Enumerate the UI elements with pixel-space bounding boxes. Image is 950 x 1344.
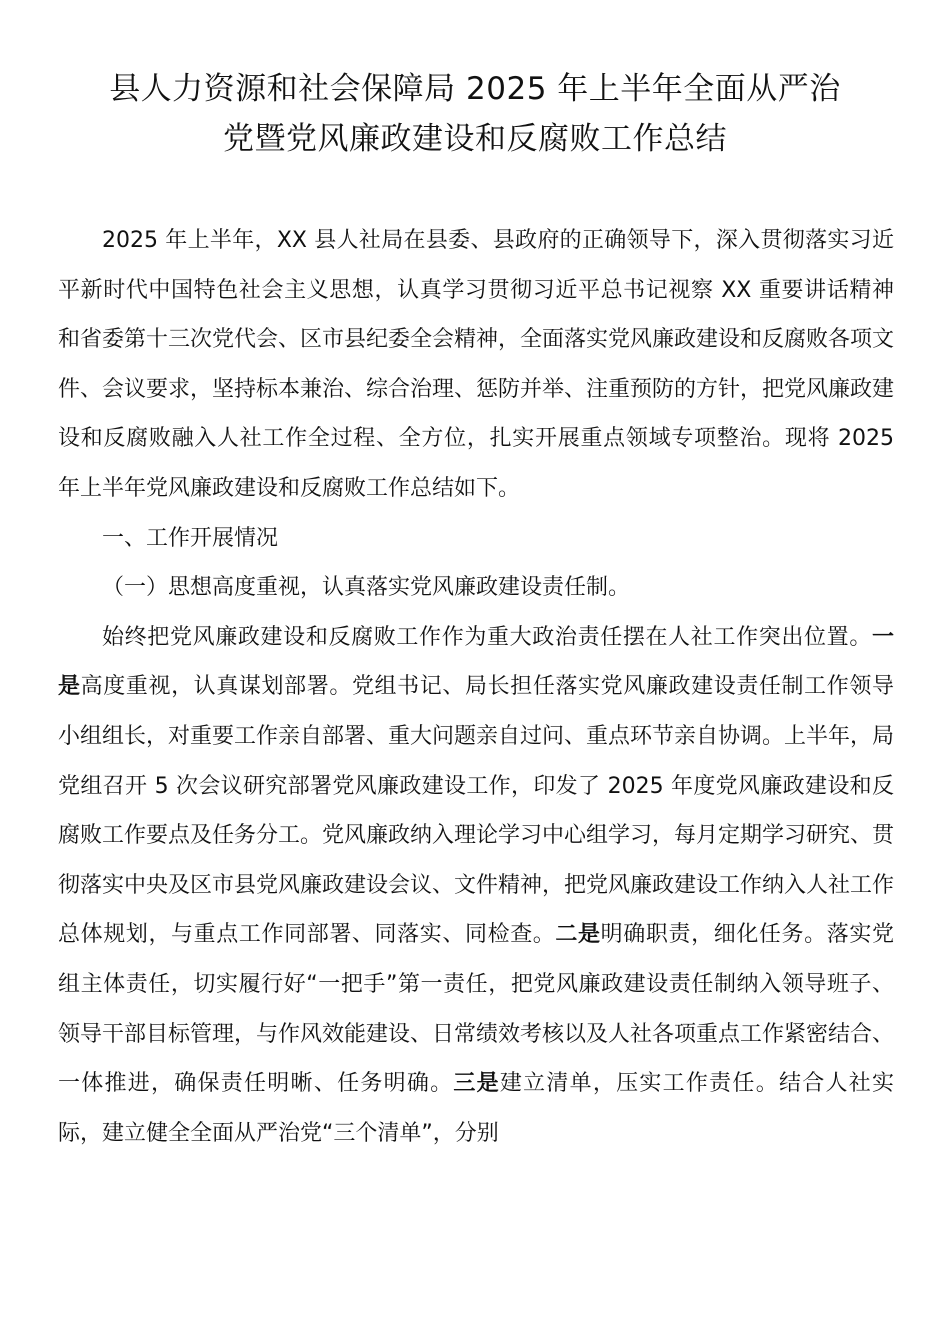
document-title	[40, 64, 910, 164]
bold-label-third: 三是	[453, 1071, 500, 1097]
title-line-1: 县人力资源和社会保障局 2025 年上半年全面从严治	[109, 71, 841, 107]
bold-label-first: 一是	[58, 624, 894, 700]
paragraph-text: 始终把党风廉政建设和反腐败工作作为重大政治责任摆在人社工作突出位置。	[102, 624, 872, 650]
paragraph-text: 明确职责，细化任务。落实党组主体责任，切实履行好“一把手”第一责任，把党风廉政建设责任制纳入领导班子、领导干部目标管理，与作风效能建设、日常绩效考核以及人社各项重点工作紧密结合、一体推进，确保责任明晰、任务明确。	[58, 922, 895, 1097]
document-body	[58, 216, 894, 1158]
paragraph-text: 建立清单，压实工作责任。结合人社实际，建立健全全面从严治党“三个清单”，分别	[58, 1071, 894, 1146]
body-paragraph	[58, 613, 894, 1159]
bold-label-second: 二是	[555, 922, 601, 948]
paragraph-text: 高度重视，认真谋划部署。党组书记、局长担任落实党风廉政建设责任制工作领导小组组长，对重要工作亲自部署、重大问题亲自过问、重点环节亲自协调。上半年，局党组召开 5 次会议研究部署党风廉政建设工作，印发了 2025 年度党风廉政建设和反腐败工作要点及任务分工。党风廉政纳入理论学习中心组学习，每月定期学习研究、贯彻落实中央及区市县党风廉政建设会议、文件精神，把党风廉政建设工作纳入人社工作总体规划，与重点工作同部署、同落实、同检查。	[58, 674, 895, 948]
intro-paragraph: 2025 年上半年，XX 县人社局在县委、县政府的正确领导下，深入贯彻落实习近平新时代中国特色社会主义思想，认真学习贯彻习近平总书记视察 XX 重要讲话精神和省委第十三次党代会、区市县纪委全会精神，全面落实党风廉政建设和反腐败各项文件、会议要求，坚持标本兼治、综合治理、惩防并举、注重预防的方针，把党风廉政建设和反腐败融入人社工作全过程、全方位，扎实开展重点领域专项整治。现将 2025 年上半年党风廉政建设和反腐败工作总结如下。	[58, 228, 895, 501]
subsection-heading: （一）思想高度重视，认真落实党风廉政建设责任制。	[102, 575, 631, 601]
section-heading: 一、工作开展情况	[102, 525, 279, 551]
title-line-2: 党暨党风廉政建设和反腐败工作总结	[223, 121, 727, 157]
